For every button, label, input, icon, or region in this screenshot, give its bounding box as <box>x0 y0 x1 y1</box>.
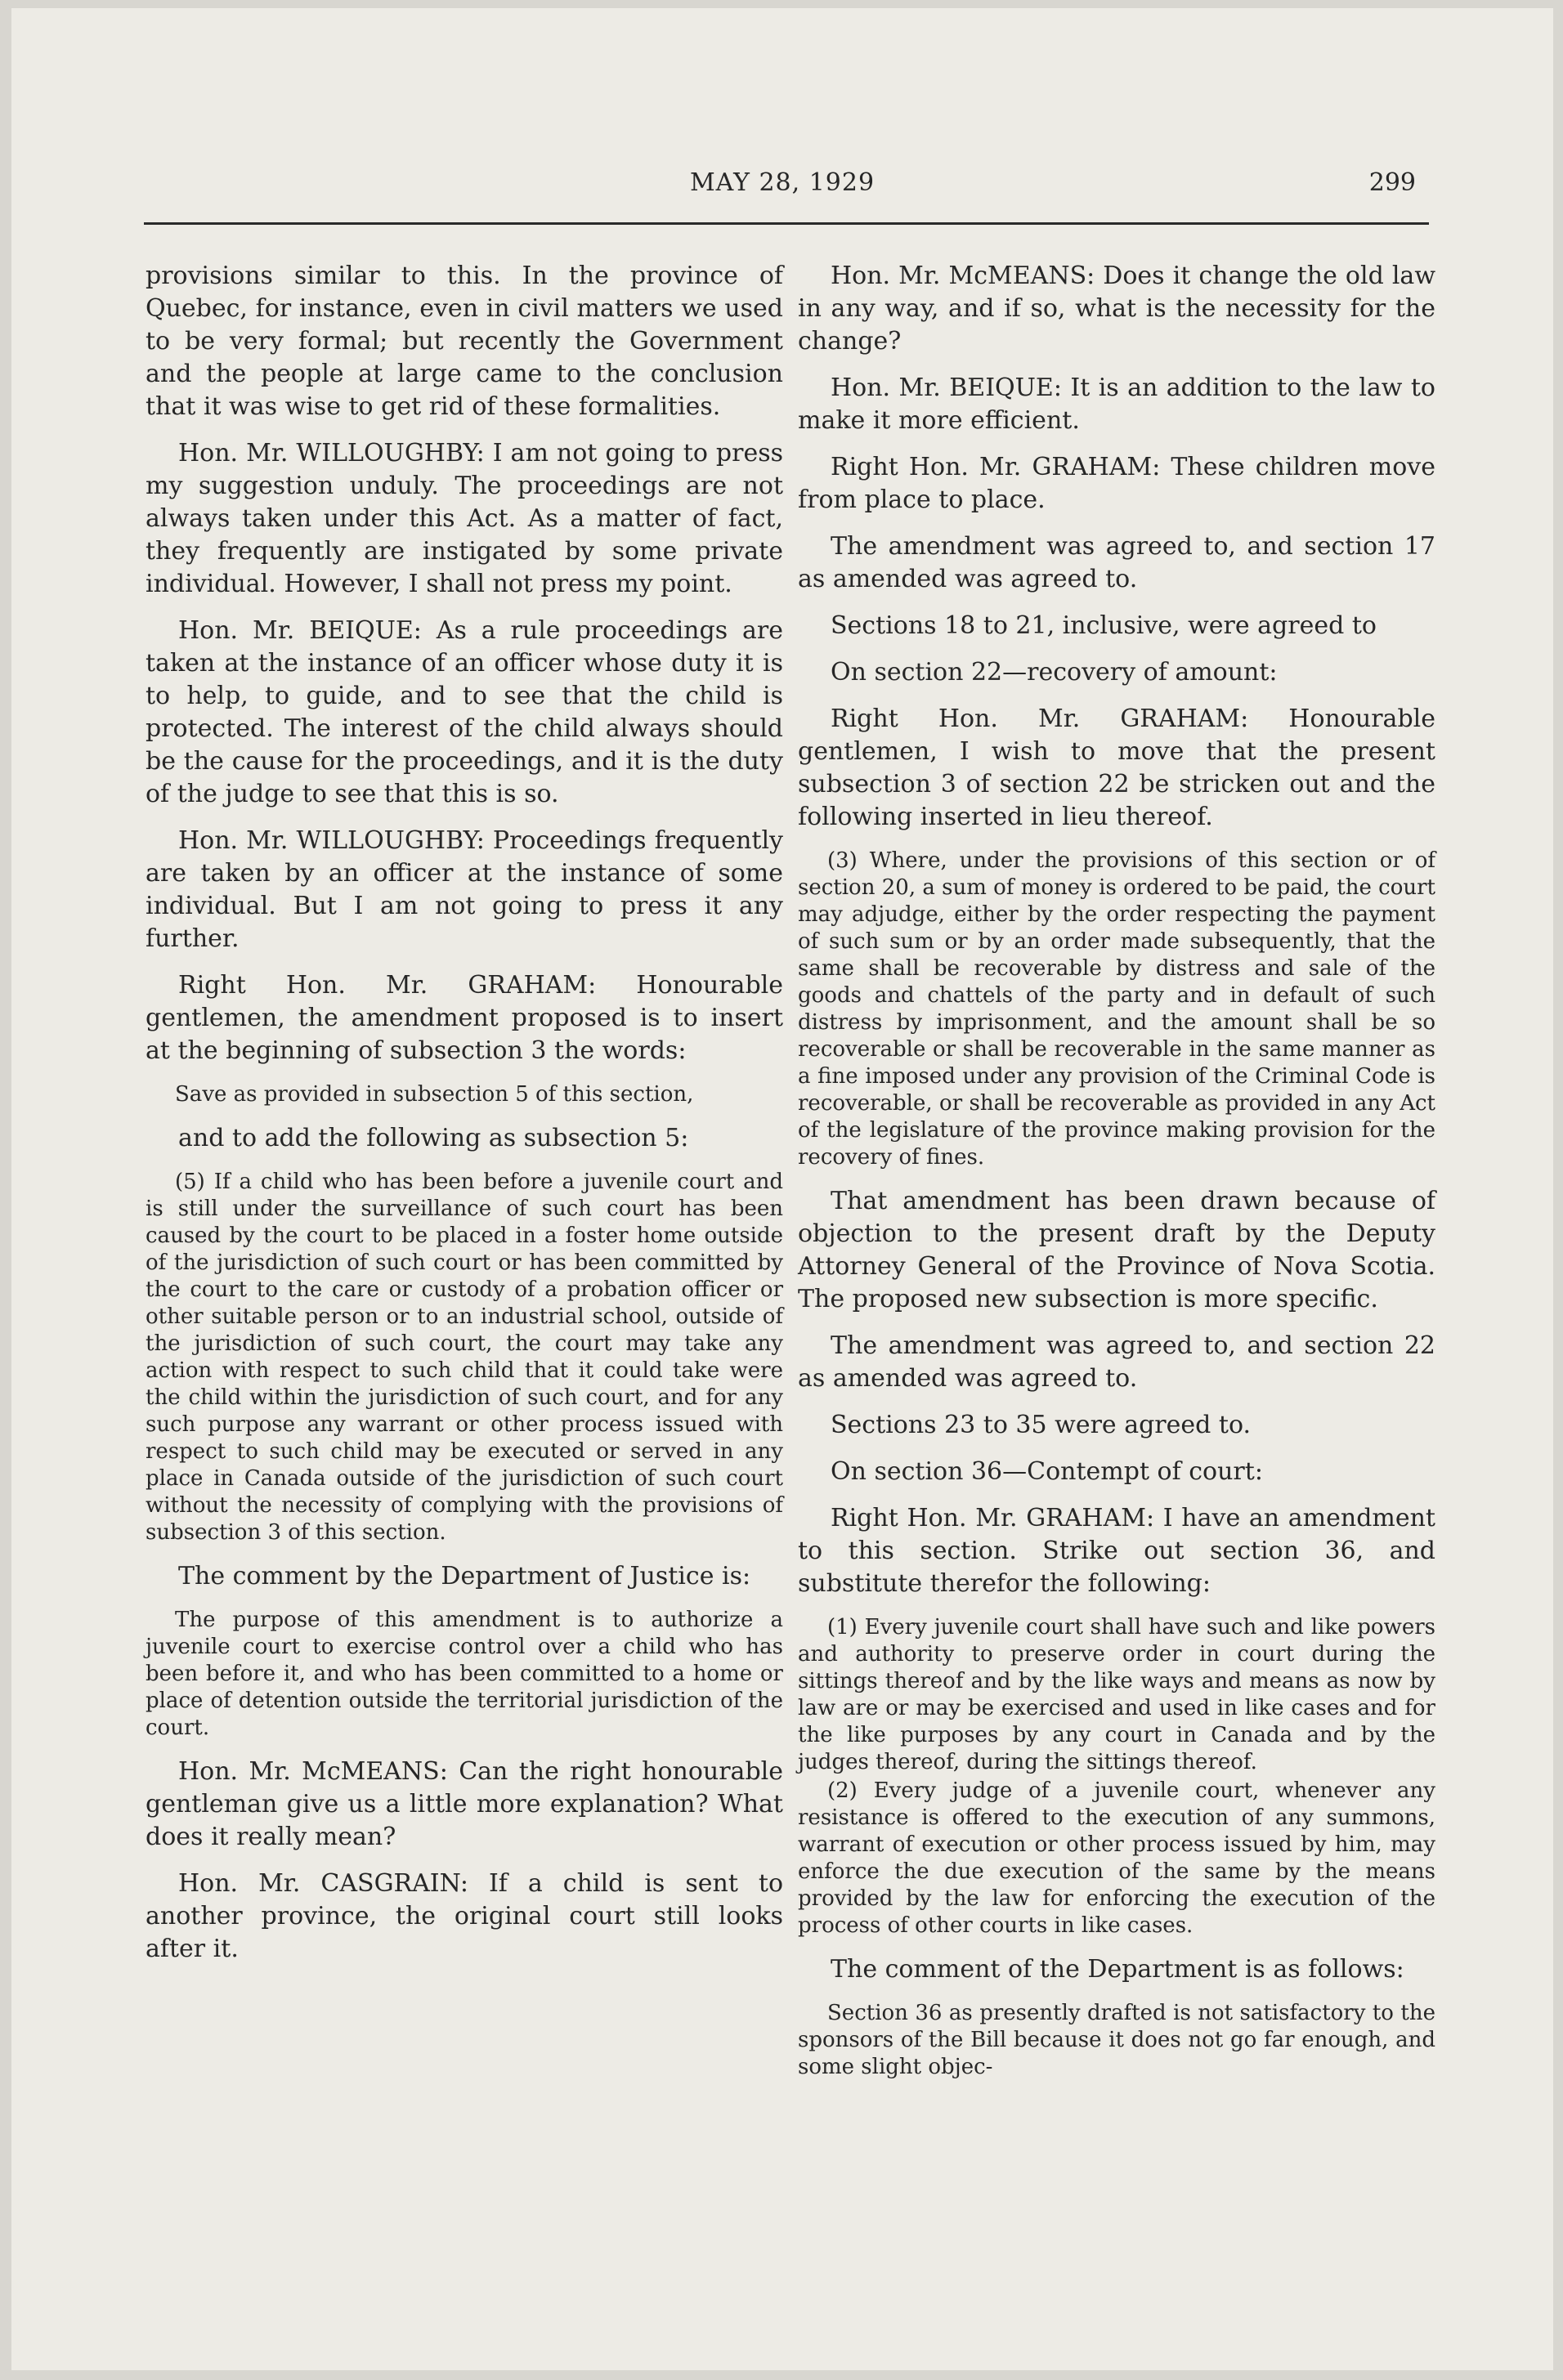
paragraph: On section 22—recovery of amount: <box>831 658 1278 687</box>
paragraph: provisions similar to this. In the province of Quebec, for instance, even in civil matters we used to be very formal; but recently the Government and the people at large came to the conclusion that it was wise to get rid of these formalities. <box>146 262 783 421</box>
header-rule <box>144 222 1429 225</box>
paragraph: Hon. Mr. WILLOUGHBY: Proceedings frequently are taken by an officer at the instance of some individual. But I am not going to press it any further. <box>146 826 783 953</box>
paragraph: Hon. Mr. McMEANS: Does it change the old law in any way, and if so, what is the necessity for the change? <box>798 262 1435 356</box>
right-column <box>798 260 1435 2095</box>
paragraph: Hon. Mr. McMEANS: Can the right honourable gentleman give us a little more explanation? What does it really mean? <box>146 1757 783 1851</box>
paragraph: On section 36—Contempt of court: <box>831 1457 1263 1486</box>
paragraph: and to add the following as subsection 5: <box>178 1124 689 1152</box>
quoted-paragraph: The purpose of this amendment is to authorize a juvenile court to exercise control over a child who has been before it, and who has been committed to a home or place of detention outside the territorial jurisdiction of the court. <box>146 1608 783 1740</box>
quoted-paragraph: (1) Every juvenile court shall have such and like powers and authority to preserve order in court during the sittings thereof and by the like ways and means as now by law are or may be exercised and used in like cases and for the like purposes by any court in Canada and by the judges thereof, during the sittings thereof. <box>798 1615 1435 1774</box>
paragraph: The comment by the Department of Justice is: <box>178 1562 751 1590</box>
quoted-paragraph: (2) Every judge of a juvenile court, whenever any resistance is offered to the execution of any summons, warrant of execution or other process issued by him, may enforce the due execution of the same by the means provided by the law for enforcing the execution of the process of other courts in like cases. <box>798 1778 1435 1938</box>
paragraph: Hon. Mr. WILLOUGHBY: I am not going to press my suggestion unduly. The proceedings are not always taken under this Act. As a matter of fact, they frequently are instigated by some private individual. However, I shall not press my point. <box>146 439 783 598</box>
paragraph: Hon. Mr. BEIQUE: It is an addition to the law to make it more efficient. <box>798 374 1435 435</box>
paragraph: Right Hon. Mr. GRAHAM: Honourable gentlemen, I wish to move that the present subsection 3 of section 22 be stricken out and the following inserted in lieu thereof. <box>798 705 1435 831</box>
paragraph: Sections 23 to 35 were agreed to. <box>831 1411 1252 1439</box>
page-header <box>11 168 1553 209</box>
quoted-paragraph: Section 36 as presently drafted is not satisfactory to the sponsors of the Bill because it does not go far enough, and some slight objec- <box>798 2001 1435 2079</box>
paragraph: Hon. Mr. CASGRAIN: If a child is sent to another province, the original court still looks after it. <box>146 1869 783 1963</box>
paragraph: The comment of the Department is as follows: <box>831 1955 1404 1984</box>
quoted-paragraph: Save as provided in subsection 5 of this section, <box>175 1082 694 1107</box>
document-page <box>11 8 1553 2370</box>
page-number: 299 <box>1368 168 1416 197</box>
paragraph: Right Hon. Mr. GRAHAM: I have an amendment to this section. Strike out section 36, and substitute therefor the following: <box>798 1504 1435 1598</box>
paragraph: Hon. Mr. BEIQUE: As a rule proceedings are taken at the instance of an officer whose duty it is to help, to guide, and to see that the child is protected. The interest of the child always should be the cause for the proceedings, and it is the duty of the judge to see that this is so. <box>146 616 783 808</box>
paragraph: Right Hon. Mr. GRAHAM: Honourable gentlemen, the amendment proposed is to insert at the beginning of subsection 3 the words: <box>146 971 783 1065</box>
paragraph: The amendment was agreed to, and section 17 as amended was agreed to. <box>798 532 1435 593</box>
quoted-paragraph: (3) Where, under the provisions of this section or of section 20, a sum of money is ordered to be paid, the court may adjudge, either by the order respecting the payment of such sum or by an order made subsequently, that the same shall be recoverable by distress and sale of the goods and chattels of the party and in default of such distress by imprisonment, and the amount shall be so recoverable or shall be recoverable in the same manner as a fine imposed under any provision of the Criminal Code is recoverable, or shall be recoverable as provided in any Act of the legislature of the province making provision for the recovery of fines. <box>798 848 1435 1170</box>
left-column <box>146 260 783 1980</box>
paragraph: That amendment has been drawn because of objection to the present draft by the Deputy Attorney General of the Province of Nova Scotia. The proposed new subsection is more specific. <box>798 1187 1435 1313</box>
header-date: MAY 28, 1929 <box>689 168 876 197</box>
quoted-paragraph: (5) If a child who has been before a juvenile court and is still under the surveillance of such court has been caused by the court to be placed in a foster home outside of the jurisdiction of such court or has been committed by the court to the care or custody of a probation officer or other suitable person or to an industrial school, outside of the jurisdiction of such court, the court may take any action with respect to such child that it could take were the child within the jurisdiction of such court, and for any such purpose any warrant or other process issued with respect to such child may be executed or served in any place in Canada outside of the jurisdiction of such court without the necessity of complying with the provisions of subsection 3 of this section. <box>146 1170 783 1545</box>
paragraph: The amendment was agreed to, and section 22 as amended was agreed to. <box>798 1331 1435 1393</box>
paragraph: Right Hon. Mr. GRAHAM: These children move from place to place. <box>798 453 1435 514</box>
paragraph: Sections 18 to 21, inclusive, were agreed to <box>831 611 1377 640</box>
